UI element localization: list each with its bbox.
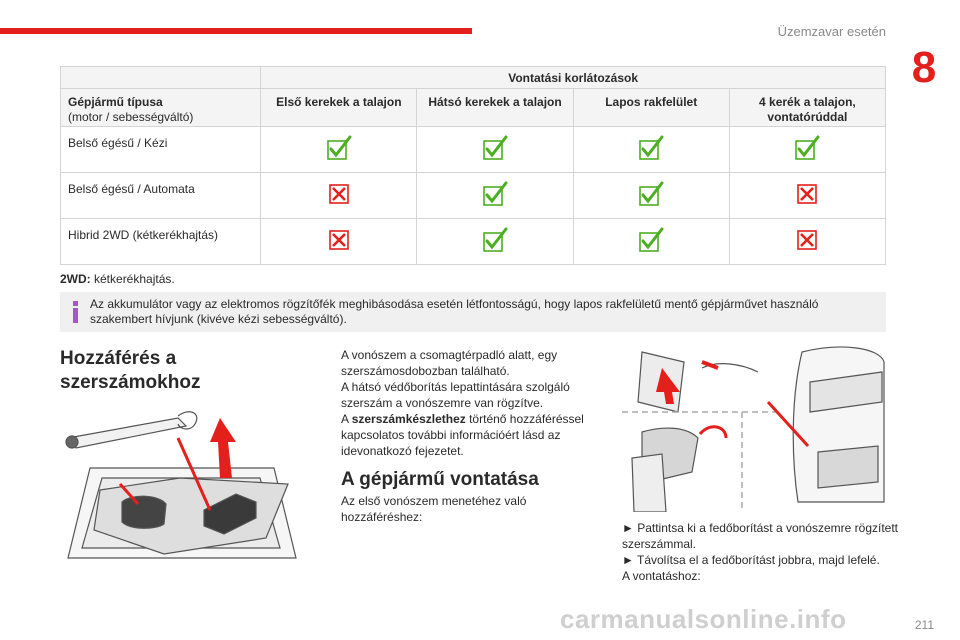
table-blank-header — [61, 67, 261, 89]
watermark: carmanualsonline.info — [560, 604, 847, 634]
mark-cell — [573, 173, 729, 219]
check-icon — [482, 181, 508, 207]
cross-icon — [794, 227, 820, 253]
section-title: Üzemzavar esetén — [777, 24, 886, 39]
trunk-tool-illustration — [60, 398, 304, 570]
mark-cell — [261, 127, 417, 173]
vehicle-type-sub: (motor / sebességváltó) — [68, 110, 194, 124]
check-icon — [482, 135, 508, 161]
footnote-term: 2WD: — [60, 272, 91, 286]
step-2: ► Távolítsa el a fedőborítást jobbra, majd lefelé. — [622, 553, 880, 567]
column-header: Első kerekek a talajon — [261, 89, 417, 127]
table-column-header-row — [61, 89, 886, 127]
table-group-header-row — [61, 67, 886, 89]
step-3: A vontatáshoz: — [622, 569, 701, 583]
mark-cell — [729, 219, 885, 265]
row-label: Belső égésű / Kézi — [61, 127, 261, 173]
mark-cell — [417, 219, 573, 265]
info-icon — [68, 300, 84, 324]
mark-cell — [573, 127, 729, 173]
info-box — [60, 292, 886, 332]
check-icon — [794, 135, 820, 161]
check-icon — [638, 227, 664, 253]
column-header: Hátsó kerekek a talajon — [417, 89, 573, 127]
step-1: ► Pattintsa ki a fedőborítást a vonószemre rögzített szerszámmal. — [622, 521, 899, 551]
table-row — [61, 219, 886, 265]
heading-towing: A gépjármű vontatása — [341, 469, 539, 490]
page-number: 211 — [914, 618, 934, 632]
cross-icon — [326, 181, 352, 207]
mark-cell — [261, 219, 417, 265]
access-text — [341, 347, 601, 459]
cross-icon — [794, 181, 820, 207]
column-header: 4 kerék a talajon, vontatórúddal — [729, 89, 885, 127]
mark-cell — [261, 173, 417, 219]
top-red-bar — [0, 28, 472, 34]
towing-intro: Az első vonószem menetéhez való hozzáféréshez: — [341, 494, 527, 524]
access-paragraph-1: A vonószem a csomagtérpadló alatt, egy szerszámosdobozban található. — [341, 348, 558, 378]
heading-tool-access: Hozzáférés a szerszámokhoz — [60, 348, 201, 393]
towing-limits-table — [60, 66, 886, 265]
access-p3-prefix: A — [341, 412, 352, 426]
mark-cell — [729, 173, 885, 219]
mark-cell — [573, 219, 729, 265]
access-p3-bold: szerszámkészlethez — [351, 412, 466, 426]
front-cover-illustration — [622, 342, 886, 512]
table-row — [61, 127, 886, 173]
info-text: Az akkumulátor vagy az elektromos rögzítőfék meghibásodása esetén létfontosságú, hogy lapos rakfelületű mentő gépjárművet használó szakembert hívjunk (kivéve kézi sebességváltó). — [90, 297, 819, 326]
table-group-header: Vontatási korlátozások — [261, 67, 886, 89]
row-label: Hibrid 2WD (kétkerékhajtás) — [61, 219, 261, 265]
vehicle-type-header — [61, 89, 261, 127]
access-p3-suffix: történő hozzáféréssel kapcsolatos további információért lásd az idevonatkozó fejezetet. — [341, 412, 584, 458]
cross-icon — [326, 227, 352, 253]
check-icon — [638, 135, 664, 161]
check-icon — [638, 181, 664, 207]
table-row — [61, 173, 886, 219]
row-label: Belső égésű / Automata — [61, 173, 261, 219]
chapter-number: 8 — [911, 43, 937, 92]
vehicle-type-label: Gépjármű típusa — [68, 95, 163, 109]
access-paragraph-2: A hátsó védőborítás lepattintására szolgáló szerszám a vonószemre van rögzítve. — [341, 380, 570, 410]
footnote — [60, 272, 175, 286]
mark-cell — [729, 127, 885, 173]
check-icon — [482, 227, 508, 253]
check-icon — [326, 135, 352, 161]
steps-text — [622, 520, 902, 584]
footnote-definition: kétkerékhajtás. — [90, 272, 175, 286]
mark-cell — [417, 127, 573, 173]
column-header: Lapos rakfelület — [573, 89, 729, 127]
mark-cell — [417, 173, 573, 219]
access-paragraph-3 — [341, 411, 601, 459]
